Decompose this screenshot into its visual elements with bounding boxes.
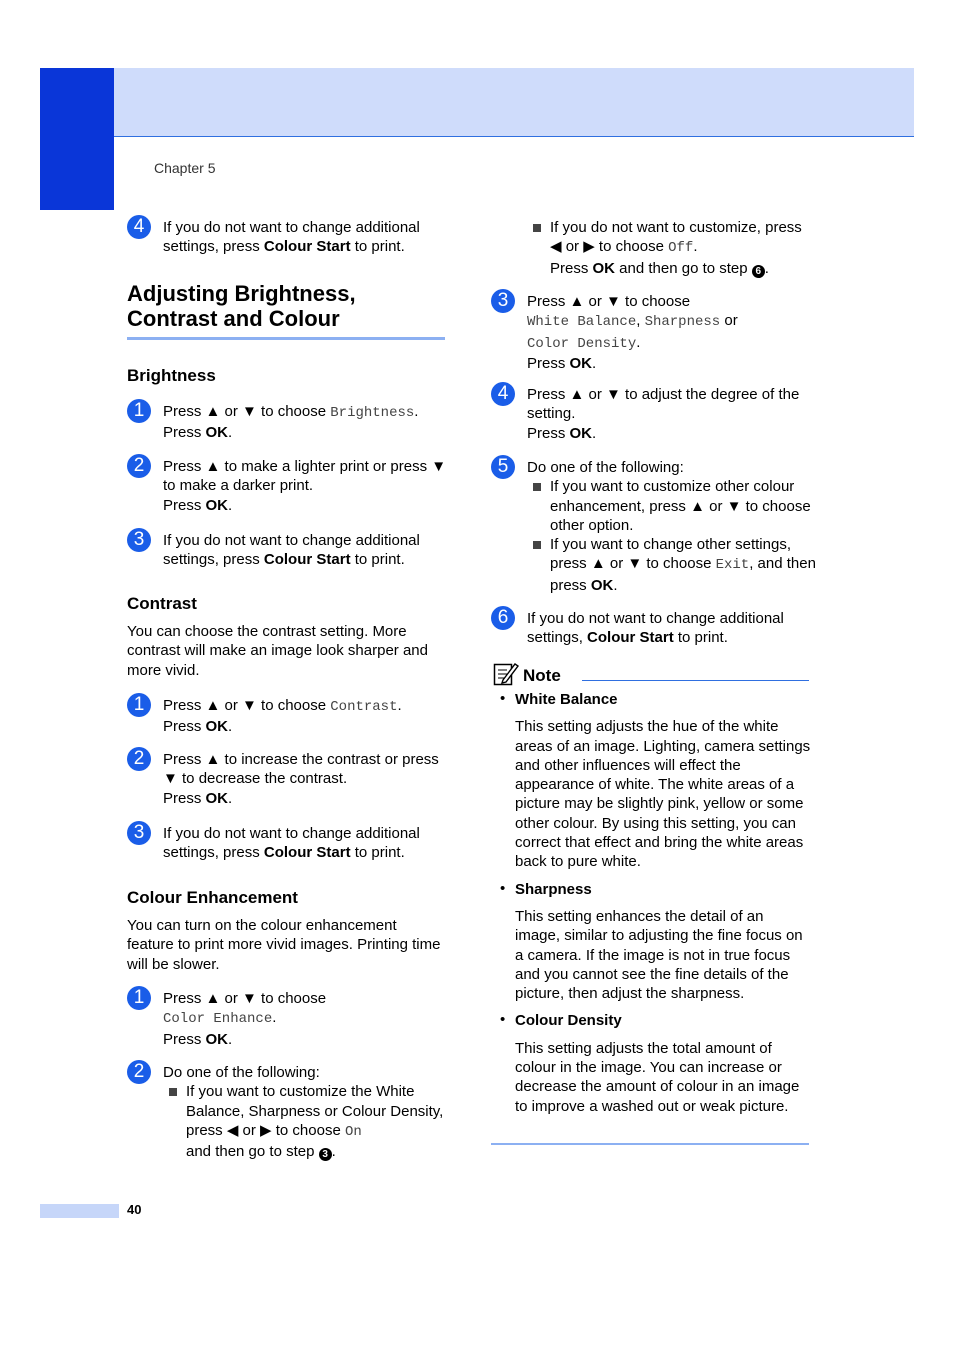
- step-number: 3: [127, 528, 151, 552]
- brightness-step-2: 2 Press ▲ to make a lighter print or press ▼ to make a darker print. Press OK.: [127, 457, 457, 515]
- contrast-heading: Contrast: [127, 594, 197, 613]
- section-title: Adjusting Brightness, Contrast and Colour: [127, 281, 445, 340]
- square-bullet-icon: [169, 1088, 177, 1096]
- colour-enhancement-heading: Colour Enhancement: [127, 888, 298, 907]
- bullet-item: If you want to customize the White Balance, Sharpness or Colour Density, press ◀ or ▶ to choose On and then go to step 3 .: [163, 1082, 457, 1161]
- step-number: 1: [127, 693, 151, 717]
- step-number: 2: [127, 1060, 151, 1084]
- colour-step-6: 6 If you do not want to change additional settings, Colour Start to print.: [491, 609, 821, 648]
- colour-enhancement-intro: You can turn on the colour enhancement feature to print more vivid images. Printing time will be slower.: [127, 917, 441, 973]
- step-4-finish: 4 If you do not want to change additional settings, press Colour Start to print.: [127, 218, 457, 257]
- chapter-label: Chapter 5: [154, 160, 216, 176]
- step-number: 2: [127, 747, 151, 771]
- bullet-item: If you want to customize other colour enhancement, press ▲ or ▼ to choose other option.: [527, 477, 821, 535]
- right-bullet-off: If you do not want to customize, press ◀ or ▶ to choose Off. Press OK and then go to step 6 .: [527, 218, 817, 278]
- step-number: 3: [491, 289, 515, 313]
- square-bullet-icon: [533, 483, 541, 491]
- header-rule: [114, 136, 914, 137]
- step-number: 6: [491, 606, 515, 630]
- bullet-dot-icon: •: [500, 879, 506, 897]
- square-bullet-icon: [533, 224, 541, 232]
- step-number: 3: [127, 821, 151, 845]
- note-bottom-rule: [491, 1143, 809, 1145]
- brightness-step-1: 1 Press ▲ or ▼ to choose Brightness. Press OK.: [127, 402, 457, 443]
- colour-step-2: 2 Do one of the following: If you want to customize the White Balance, Sharpness or Colour Density, press ◀ or ▶ to choose On and then go to step 3 .: [127, 1063, 457, 1161]
- colour-step-1: 1 Press ▲ or ▼ to choose Color Enhance. Press OK.: [127, 989, 457, 1049]
- step-ref-icon: 6: [752, 265, 765, 278]
- brightness-step-3: 3 If you do not want to change additional settings, press Colour Start to print.: [127, 531, 457, 570]
- note-header-rule: [582, 680, 809, 681]
- step-ref-icon: 3: [319, 1148, 332, 1161]
- note-item-white-balance: • White Balance This setting adjusts the hue of the white areas of an image. Lighting, camera settings and other influences will effect the appearance of white. The white areas of a picture may be slightly pink, yellow or some other colour. By using this setting, you can correct that effect and bring the white areas back to pure white.: [500, 690, 811, 871]
- chapter-tab: [40, 68, 114, 210]
- bullet-dot-icon: •: [500, 1011, 506, 1029]
- bullet-dot-icon: •: [500, 690, 506, 707]
- step-number: 1: [127, 986, 151, 1010]
- colour-step-3: 3 Press ▲ or ▼ to choose White Balance, Sharpness or Color Density. Press OK.: [491, 292, 821, 373]
- note-label: Note: [523, 666, 561, 685]
- step-number: 4: [491, 382, 515, 406]
- note-box: [493, 660, 809, 1116]
- page-number: 40: [127, 1202, 142, 1217]
- contrast-intro: You can choose the contrast setting. More contrast will make an image look sharper and more vivid.: [127, 623, 428, 679]
- colour-step-5: 5 Do one of the following: If you want to customize other colour enhancement, press ▲ or ▼ to choose other option. If you want to change other settings, press ▲ or ▼ to choose Exit, and then press OK.: [491, 458, 821, 595]
- bullet-item: If you want to change other settings, press ▲ or ▼ to choose Exit, and then press OK.: [527, 535, 821, 595]
- page-number-bar: [40, 1204, 119, 1218]
- note-pencil-icon: [493, 661, 519, 686]
- step-number: 4: [127, 215, 151, 239]
- header-band: [40, 68, 914, 136]
- title-underline: [127, 337, 445, 340]
- step-number: 5: [491, 455, 515, 479]
- step-number: 2: [127, 454, 151, 478]
- contrast-step-3: 3 If you do not want to change additional settings, press Colour Start to print.: [127, 824, 457, 863]
- contrast-step-2: 2 Press ▲ to increase the contrast or press ▼ to decrease the contrast. Press OK.: [127, 750, 457, 808]
- note-item-sharpness: • Sharpness This setting enhances the detail of an image, similar to adjusting the fine focus on a camera. If the image is not in true focus and you cannot see the fine details of the picture, then adjust the sharpness.: [500, 879, 803, 1003]
- step-number: 1: [127, 399, 151, 423]
- colour-step-4: 4 Press ▲ or ▼ to adjust the degree of the setting. Press OK.: [491, 385, 821, 443]
- note-item-colour-density: • Colour Density This setting adjusts the total amount of colour in the image. You can increase or decrease the amount of colour in an image to improve a washed out or weak picture.: [500, 1011, 800, 1115]
- contrast-step-1: 1 Press ▲ or ▼ to choose Contrast. Press OK.: [127, 696, 457, 737]
- square-bullet-icon: [533, 541, 541, 549]
- brightness-heading: Brightness: [127, 366, 216, 385]
